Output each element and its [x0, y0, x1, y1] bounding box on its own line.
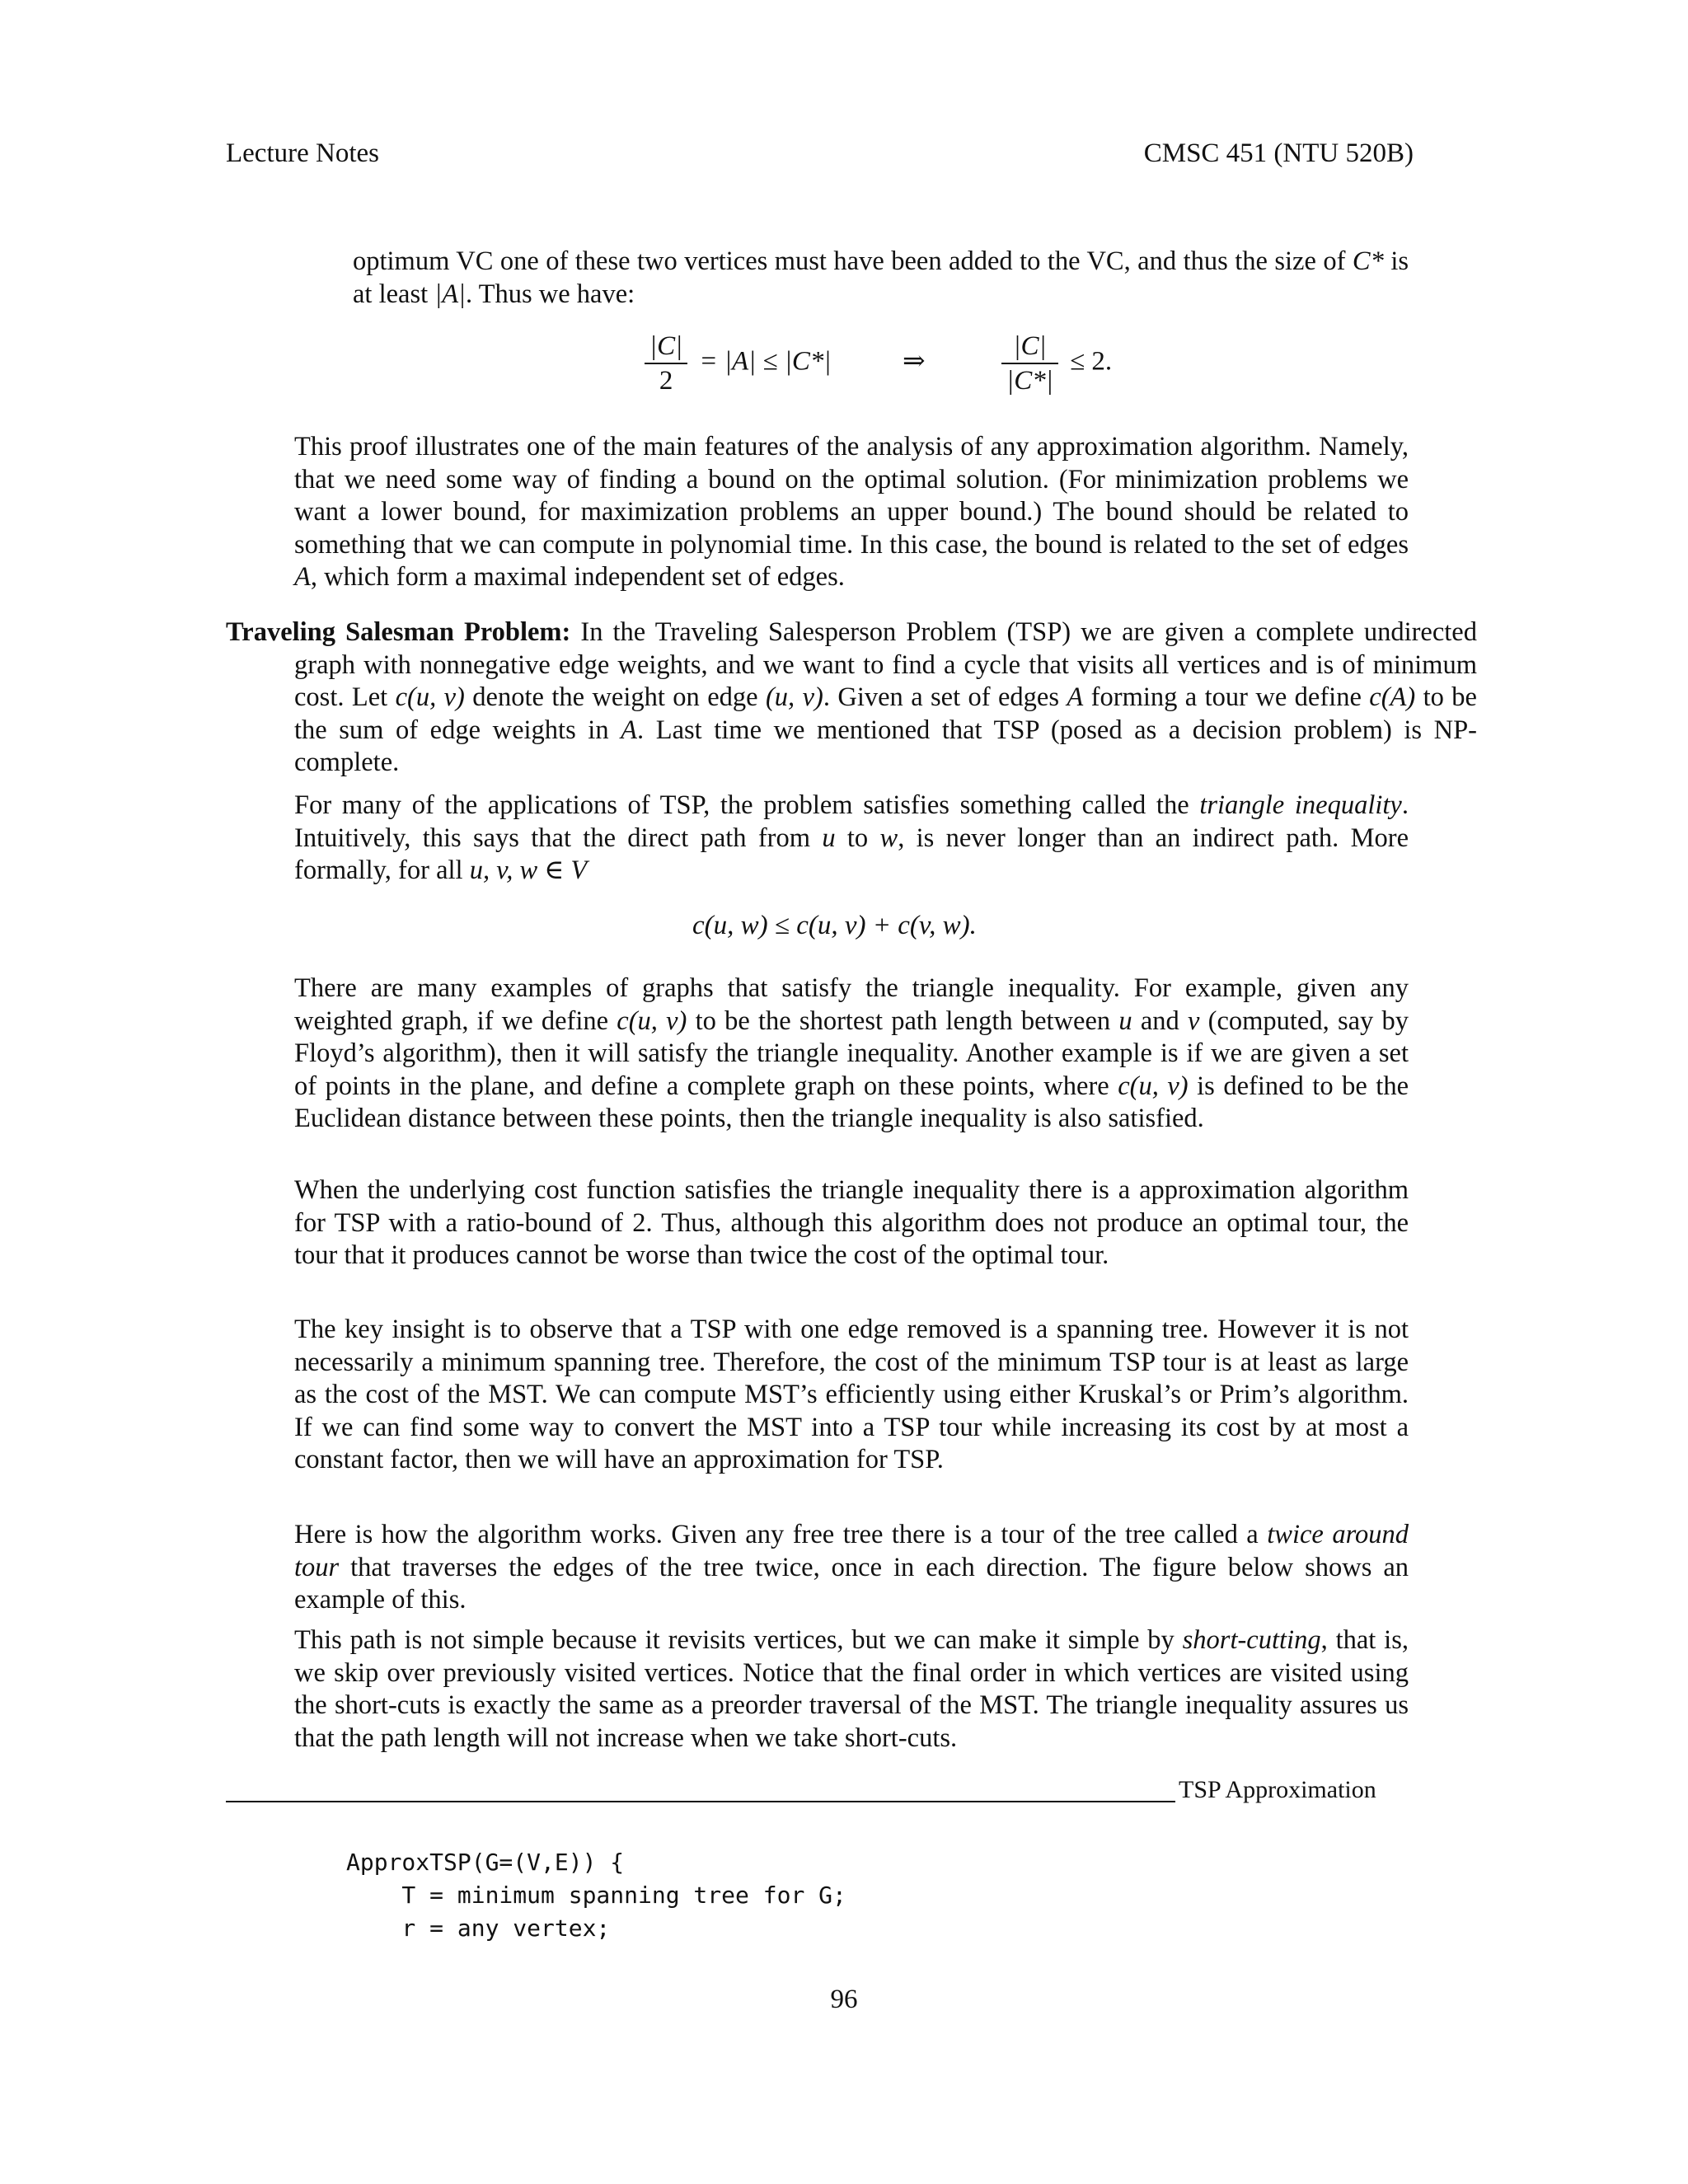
math-abs-a: |A|: [434, 279, 466, 309]
intro-text: . Thus we have:: [466, 279, 635, 309]
term-triangle-inequality: triangle inequality: [1199, 790, 1402, 820]
code-line: r = any vertex;: [346, 1915, 611, 1942]
math-a: A: [294, 562, 311, 592]
tsp-heading: Traveling Salesman Problem:: [226, 617, 571, 647]
intro-paragraph: [353, 246, 1409, 311]
term-twice-around-tour: twice around tour: [294, 1520, 1409, 1582]
triangle-inequality-paragraph: For many of the applications of TSP, the problem satisfies something called the triangle inequality. Intuitively, this says that the direct path from u to w, is never longer than an indirect path. More formally, for all u, v, w ∈ V: [294, 790, 1409, 885]
algorithm-description-paragraph: Here is how the algorithm works. Given any free tree there is a tour of the tree called a twice around tour that traverses the edges of the tree twice, once in each direction. The figure below shows an example of this.: [294, 1520, 1409, 1615]
code-line: ApproxTSP(G=(V,E)) {: [346, 1849, 625, 1876]
tsp-paragraph: Traveling Salesman Problem: In the Traveling Salesperson Problem (TSP) we are given a complete undirected graph with nonnegative edge weights, and we want to find a cycle that visits all vertices and is of minimum cost. Let c(u, v) denote the weight on edge (u, v). Given a set of edges A forming a tour we define c(A) to be the sum of edge weights in A. Last time we mentioned that TSP (posed as a decision problem) is NP-complete.: [226, 617, 1478, 777]
running-header-right: CMSC 451 (NTU 520B): [1143, 138, 1414, 168]
algorithm-rule: [226, 1801, 1175, 1802]
math-cstar: C*: [1352, 246, 1384, 276]
triangle-inequality-equation: c(u, w) ≤ c(u, v) + c(v, w).: [692, 911, 977, 940]
code-line: T = minimum spanning tree for G;: [346, 1882, 846, 1909]
term-short-cutting: short-cutting: [1182, 1625, 1321, 1655]
page-number: 96: [830, 1985, 858, 2014]
algorithm-title: TSP Approximation: [1179, 1776, 1376, 1803]
key-insight-paragraph: The key insight is to observe that a TSP with one edge removed is a spanning tree. However it is not necessarily a minimum spanning tree. Therefore, the cost of the minimum TSP tour is at least as large as the cost of the MST. We can compute MST’s efficiently using either Kruskal’s or Prim’s algorithm. If we can find some way to convert the MST into a TSP tour while increasing its cost by at most a constant factor, then we will have an approximation for TSP.: [294, 1315, 1409, 1474]
approximation-paragraph: When the underlying cost function satisfies the triangle inequality there is a approximation algorithm for TSP with a ratio-bound of 2. Thus, although this algorithm does not produce an optimal tour, the tour that it produces cannot be worse than twice the cost of the optimal tour.: [294, 1175, 1409, 1270]
fraction-c-over-2: $\frac{|C|}{2}$: [645, 330, 687, 397]
proof-paragraph: This proof illustrates one of the main features of the analysis of any approximation algorithm. Namely, that we need some way of finding a bound on the optimal solution. (For minimization problems we want a lower bound, for maximization problems an upper bound.) The bound should be related to something that we can compute in polynomial time. In this case, the bound is related to the set of edges A, which form a maximal independent set of edges.: [294, 432, 1409, 592]
ratio-equation: [640, 330, 1112, 397]
intro-text: optimum VC one of these two vertices must have been added to the VC, and thus the size of: [353, 246, 1353, 276]
equation-tail: ≤ 2.: [1070, 346, 1113, 377]
short-cutting-paragraph: This path is not simple because it revisits vertices, but we can make it simple by short-cutting, that is, we skip over previously visited vertices. Notice that the final order in which vertices are visited using the short-cuts is exactly the same as a preorder traversal of the MST. The triangle inequality assures us that the path length will not increase when we take short-cuts.: [294, 1625, 1409, 1753]
examples-paragraph: There are many examples of graphs that satisfy the triangle inequality. For example, given any weighted graph, if we define c(u, v) to be the shortest path length between u and v (computed, say by Floyd’s algorithm), then it will satisfy the triangle inequality. Another example is if we are given a set of points in the plane, and define a complete graph on these points, where c(u, v) is defined to be the Euclidean distance between these points, then the triangle inequality is also satisfied.: [294, 973, 1409, 1133]
intro-text: is at least: [353, 246, 1409, 309]
implies-arrow: ⇒: [903, 346, 926, 377]
running-header-left: Lecture Notes: [226, 138, 379, 168]
fraction-c-over-cstar: $\frac{|C|}{|C*|}$: [1001, 330, 1058, 397]
equation-middle: = |A| ≤ |C*|: [699, 346, 832, 377]
